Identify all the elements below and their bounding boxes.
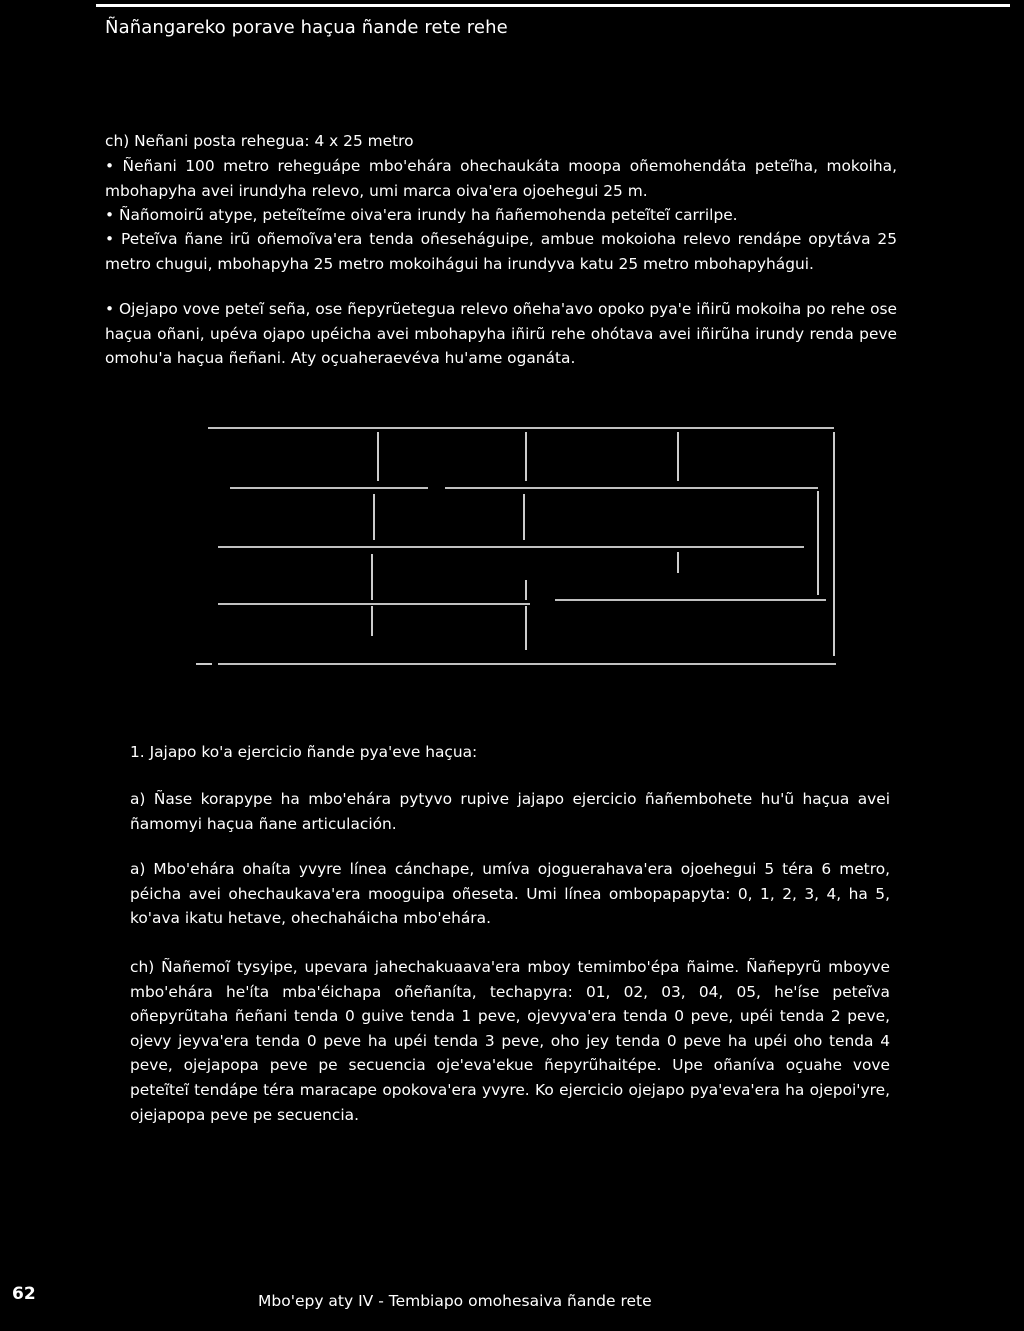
paragraph-exercise-a2: a) Mbo'ehára ohaíta yvyre línea cánchape, umíva ojoguerahava'era ojoehegui 5 téra 6 metro, péicha avei ohechaukava'era mooguipa oñeseta. Umi línea ombopapapyta: 0, 1, 2, 3, 4, ha 5, ko'ava ikatu hetave, ohechaháicha mbo'ehára.	[130, 860, 890, 928]
page-header: Ñañangareko porave haçua ñande rete rehe	[105, 17, 508, 38]
paragraph-relay-1: • Ñeñani 100 metro reheguápe mbo'ehára ohechaukáta moopa oñemohendáta peteĩha, mokoiha, mbohapyha avei irundyha relevo, umi marca oiva'era ojoehegui 25 m.	[105, 157, 897, 200]
paragraph-relay-2: • Ñañomoirũ atype, peteĩteĩme oiva'era irundy ha ñañemohenda peteĩteĩ carrilpe.	[105, 206, 738, 224]
page-number: 62	[12, 1284, 36, 1304]
paragraph-relay-title: ch) Neñani posta rehegua: 4 x 25 metro	[105, 132, 414, 150]
paragraph-relay-4: • Ojejapo vove peteĩ seña, ose ñepyrũetegua relevo oñeha'avo opoko pya'e iñirũ mokoiha po rehe ose haçua oñani, upéva ojapo upéicha avei mbohapyha iñirũ rehe ohótava avei iñirũha irundy renda peve omohu'a haçua ñeñani. Aty oçuaheraevéva hu'ame oganáta.	[105, 300, 897, 368]
exercise-heading: 1. Jajapo ko'a ejercicio ñande pya'eve haçua:	[130, 743, 478, 761]
paragraph-exercise-a1: a) Ñase korapype ha mbo'ehára pytyvo rupive jajapo ejercicio ñañembohete hu'ũ haçua avei ñamomyi haçua ñane articulación.	[130, 790, 890, 833]
paragraph-exercise-ch: ch) Ñañemoĩ tysyipe, upevara jahechakuaava'era mboy temimbo'épa ñaime. Ñañepyrũ mboyve mbo'ehára he'íta mba'éichapa oñeñaníta, techapyra: 01, 02, 03, 04, 05, he'íse peteĩva oñepyrũtaha ñeñani tenda 0 guive tenda 1 peve, ojevyva'era tenda 0 peve, upéi tenda 2 peve, ojevy jeyva'era tenda 0 peve ha upéi tenda 3 peve, oho jey tenda 0 peve ha upéi oho tenda 4 peve, ojejapopa peve pe secuencia oje'eva'ekue ñepyrũhaitépe. Upe oñaníva oçuahe vove peteĩteĩ tendápe téra maracape opokova'era yvyre. Ko ejercicio ojejapo pya'eva'era ha ojepoi'yre, ojejapopa peve pe secuencia.	[130, 958, 890, 1124]
paragraph-relay-3: • Peteĩva ñane irũ oñemoĩva'era tenda oñeseháguipe, ambue mokoioha relevo rendápe opytáva 25 metro chugui, mbohapyha 25 metro mokoihágui ha irundyva katu 25 metro mbohapyhágui.	[105, 230, 897, 273]
footer-text: Mbo'epy aty IV - Tembiapo omohesaiva ñande rete	[258, 1292, 652, 1310]
